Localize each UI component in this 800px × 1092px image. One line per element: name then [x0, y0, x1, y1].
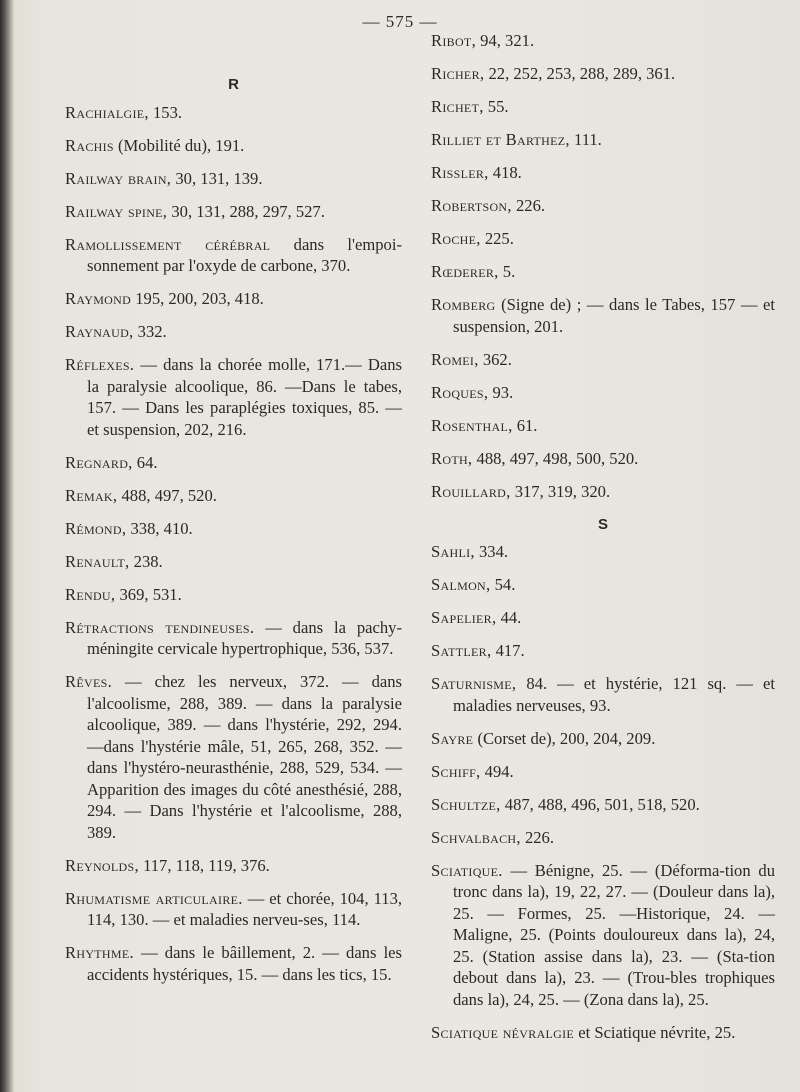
entry-text: 488, 497, 520. [117, 485, 217, 505]
entry-headword: Roche, [431, 229, 481, 248]
entry-text: — Bénigne, 25. — (Déforma-tion du tronc dans la), 19, 22, 27. — (Douleur dans la), 25. — Formes, 25. —Historique, 24. — Maligne, 25. (Points douloureux dans la), 24, 25. (Station assise dans la), 23. — (Sta-tion debout dans la), 23. — (Trou-bles trophiques dans la), 24, 25. — (Zona dans la), 25. [453, 860, 775, 1009]
entry-headword: Richet, [431, 97, 484, 116]
entry-text: et Sciatique névrite, 25. [574, 1022, 736, 1042]
entry-headword: Roques, [431, 382, 489, 402]
entry-text: dans l'empoi-sonnement par l'oxyde de carbone, 370. [87, 234, 402, 275]
entry-text: 334. [474, 542, 509, 561]
entry-headword: Sayre [431, 728, 474, 748]
entry-headword: Rêves. [65, 672, 113, 691]
entry-headword: Rilliet et Barthez, [431, 130, 570, 149]
entry-headword: Remak, [65, 485, 118, 505]
index-entry [431, 228, 775, 250]
index-entry [431, 96, 775, 118]
entry-headword: Rouillard, [431, 481, 511, 501]
entry-headword: Romberg [431, 295, 496, 314]
entry-text: 195, 200, 203, 418. [131, 289, 264, 308]
index-entry [431, 162, 775, 184]
index-entry [65, 485, 402, 507]
entry-text: 226. [511, 196, 546, 215]
index-entry [431, 607, 775, 629]
page-binding-edge [0, 0, 14, 1092]
index-entry [431, 349, 775, 371]
index-entry [65, 942, 402, 985]
entry-text: 93. [488, 382, 514, 402]
entry-headword: Raymond [65, 289, 132, 308]
entry-text: 487, 488, 496, 501, 518, 520. [500, 794, 700, 814]
entry-text: — dans la chorée molle, 171.— Dans la paralysie alcoolique, 86. —Dans le tabes, 157. — Dans les paraplégies toxiques, 85. — et suspension, 202, 216. [87, 355, 402, 439]
entry-text: — dans la pachy-méningite cervicale hypertrophique, 536, 537. [87, 617, 403, 658]
entry-list-left [65, 102, 402, 986]
entry-headword: Robertson, [431, 196, 512, 215]
index-entry [431, 1022, 775, 1044]
entry-headword: Roth, [431, 448, 473, 468]
entry-text: 64. [132, 452, 158, 472]
index-entry [431, 761, 775, 783]
index-entry [431, 574, 775, 596]
index-entry [431, 294, 775, 337]
entry-text: 30, 131, 288, 297, 527. [167, 201, 325, 221]
index-entry [65, 234, 402, 277]
entry-headword: Ribot, [431, 31, 477, 50]
index-entry [65, 551, 402, 573]
entry-headword: Sahli, [431, 542, 475, 561]
index-entry [65, 354, 402, 440]
entry-headword: Rhumatisme articulaire. [65, 888, 243, 908]
entry-list-right-r [431, 30, 775, 502]
index-entry [65, 321, 402, 343]
entry-headword: Sattler, [431, 641, 492, 660]
entry-headword: Saturnisme, [431, 674, 517, 693]
section-letter-s: S [597, 515, 608, 533]
entry-text: — et chorée, 104, 113, 114, 130. — et maladies nerveu-ses, 114. [87, 888, 403, 929]
entry-text: 369, 531. [115, 584, 182, 604]
index-entry [431, 415, 775, 437]
entry-headword: Salmon, [431, 575, 491, 594]
entry-headword: Regnard, [65, 452, 133, 472]
entry-list-right-s [431, 541, 775, 1043]
index-column-right [431, 30, 775, 1055]
index-entry [431, 794, 775, 816]
index-entry [431, 728, 775, 750]
entry-headword: Rissler, [431, 163, 489, 182]
index-entry [431, 382, 775, 404]
entry-headword: Rachis [65, 135, 114, 155]
entry-text: 362. [478, 349, 512, 369]
entry-text: — chez les nerveux, 372. — dans l'alcoolisme, 288, 389. — dans la paralysie alcoolique, 389. — dans l'hystérie, 292, 294. —dans l'hystérie mâle, 51, 265, 268, 352. — dans l'hystéro-neurasthénie, 288, 529, 534. — Apparition des images du côté anesthésié, 288, 294. — Dans l'hystérie et l'alcoolisme, 288, 389. [87, 672, 402, 842]
index-entry [431, 261, 775, 283]
entry-text: 338, 410. [126, 518, 193, 538]
index-column-left [65, 28, 402, 997]
index-entry [431, 640, 775, 662]
entry-headword: Schiff, [431, 761, 481, 781]
index-entry [65, 518, 402, 540]
entry-text: 61. [512, 415, 538, 435]
index-entry [65, 888, 402, 931]
entry-text: 22, 252, 253, 288, 289, 361. [484, 64, 676, 83]
index-entry [431, 541, 775, 563]
entry-headword: Romei, [431, 349, 479, 369]
entry-text: 226. [520, 827, 554, 847]
entry-headword: Rétractions tendineuses. [65, 617, 255, 637]
index-entry [65, 168, 402, 190]
index-entry [431, 63, 775, 85]
entry-headword: Rachialgie, [65, 102, 149, 122]
index-entry [431, 129, 775, 151]
entry-text: 117, 118, 119, 376. [138, 855, 270, 875]
entry-text: 111. [569, 130, 602, 149]
entry-text: 44. [496, 608, 522, 627]
entry-headword: Rœderer, [431, 262, 499, 281]
entry-text: (Signe de) ; — dans le Tabes, 157 — et suspension, 201. [453, 295, 775, 336]
entry-text: (Mobilité du), 191. [113, 135, 245, 155]
index-entry [431, 673, 775, 716]
entry-text: (Corset de), 200, 204, 209. [473, 728, 656, 748]
entry-text: — dans le bâillement, 2. — dans les accidents hystériques, 15. — dans les tics, 15. [87, 943, 402, 984]
index-entry [431, 860, 775, 1011]
entry-text: 332. [133, 322, 167, 341]
index-entry [431, 195, 775, 217]
entry-headword: Railway brain, [65, 168, 172, 188]
entry-text: 55. [483, 97, 509, 116]
index-entry [65, 617, 402, 660]
index-entry [65, 102, 402, 124]
entry-text: 225. [480, 229, 514, 248]
entry-headword: Renault, [65, 551, 130, 571]
section-letter-r: R [228, 76, 239, 93]
index-entry [431, 481, 775, 503]
entry-headword: Sciatique névralgie [431, 1022, 575, 1042]
entry-headword: Rhythme. [65, 943, 134, 962]
entry-headword: Rémond, [65, 518, 127, 538]
entry-text: 488, 497, 498, 500, 520. [472, 448, 639, 468]
index-entry [431, 448, 775, 470]
index-entry [65, 855, 402, 877]
index-entry [431, 30, 775, 52]
entry-text: 417. [491, 641, 525, 660]
index-entry [65, 671, 402, 843]
entry-headword: Sapelier, [431, 608, 497, 627]
entry-text: 153. [148, 102, 183, 122]
entry-headword: Raynaud, [65, 322, 134, 341]
entry-text: 5. [498, 262, 516, 281]
index-entry [65, 135, 402, 157]
entry-text: 94, 321. [476, 31, 535, 50]
entry-headword: Réflexes. [65, 355, 135, 374]
entry-headword: Sciatique. [431, 860, 503, 880]
entry-headword: Reynolds, [65, 855, 139, 875]
entry-text: 54. [490, 575, 516, 594]
entry-headword: Rendu, [65, 584, 116, 604]
index-entry [65, 452, 402, 474]
entry-headword: Railway spine, [65, 201, 168, 221]
entry-headword: Schultze, [431, 794, 501, 814]
index-entry [65, 584, 402, 606]
entry-text: 84. — et hystérie, 121 sq. — et maladies nerveuses, 93. [453, 674, 775, 715]
index-entry [65, 201, 402, 223]
entry-text: 418. [488, 163, 522, 182]
index-entry [65, 288, 402, 310]
entry-text: 494. [480, 761, 514, 781]
entry-text: 317, 319, 320. [510, 481, 611, 501]
entry-headword: Richer, [431, 64, 485, 83]
entry-headword: Ramollissement cérébral [65, 234, 271, 254]
entry-text: 238. [129, 551, 163, 571]
entry-text: 30, 131, 139. [171, 168, 263, 188]
page-number: — 575 — [362, 12, 438, 31]
entry-headword: Rosenthal, [431, 415, 513, 435]
index-entry [431, 827, 775, 849]
entry-headword: Schvalbach, [431, 827, 521, 847]
